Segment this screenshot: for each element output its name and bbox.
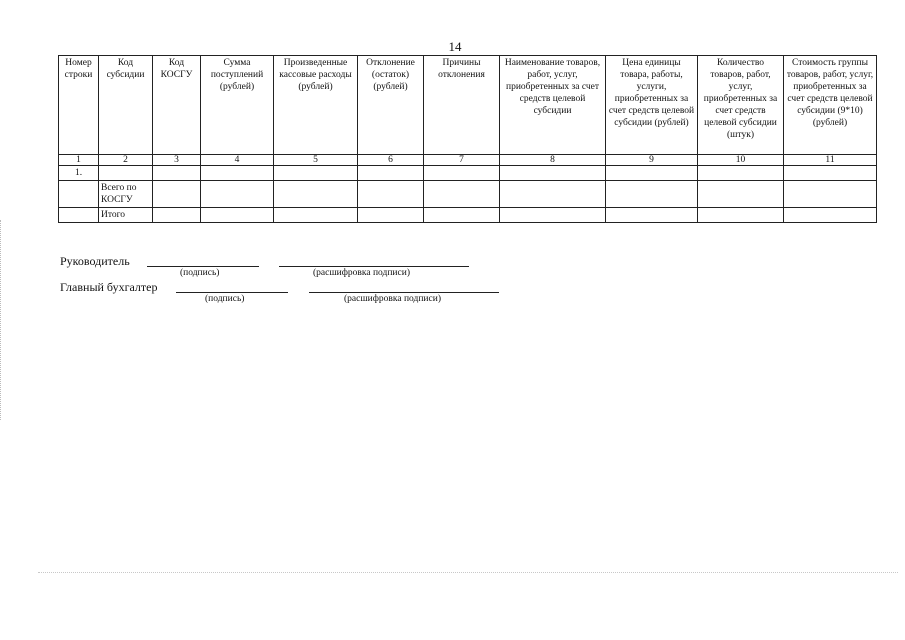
head-decoding-hint: (расшифровка подписи): [313, 268, 410, 278]
chief-accountant-label: Главный бухгалтер: [60, 280, 158, 294]
head-decoding-line: [279, 266, 469, 267]
table-cell: [153, 208, 201, 223]
page-number: 14: [448, 39, 462, 54]
column-number: 5: [274, 155, 358, 166]
row-label-cell: [99, 166, 153, 181]
column-header-deviation: Отклонение (остаток) (рублей): [358, 56, 424, 155]
column-number: 6: [358, 155, 424, 166]
head-signature-hint: (подпись): [180, 268, 220, 278]
row-label-cell: Итого: [99, 208, 153, 223]
chief-accountant-decoding-line: [309, 292, 499, 293]
table-cell: [500, 208, 606, 223]
table-cell: [784, 208, 877, 223]
table-cell: [358, 208, 424, 223]
column-header-deviation-reasons: Причины отклонения: [424, 56, 500, 155]
column-number: 7: [424, 155, 500, 166]
scan-noise-line: [38, 572, 898, 573]
row-label-cell: Всего по КОСГУ: [99, 181, 153, 208]
column-header-group-cost: Стоимость группы товаров, работ, услуг, приобретенных за счет средств целевой субсидии (9*10) (рублей): [784, 56, 877, 155]
column-header-cash-expenses: Произведенные кассовые расходы (рублей): [274, 56, 358, 155]
column-number: 9: [606, 155, 698, 166]
column-number: 3: [153, 155, 201, 166]
chief-accountant-decoding-hint: (расшифровка подписи): [344, 294, 441, 304]
table-cell: [698, 208, 784, 223]
table-row: [59, 208, 877, 223]
chief-accountant-signature-line: [176, 292, 288, 293]
table-cell: [274, 208, 358, 223]
table-cell: [606, 166, 698, 181]
table-cell: [201, 166, 274, 181]
table-cell: [358, 166, 424, 181]
table-cell: [784, 166, 877, 181]
head-label: Руководитель: [60, 254, 130, 268]
row-number-cell: [59, 208, 99, 223]
column-header-row-number: Номер строки: [59, 56, 99, 155]
table-cell: [606, 208, 698, 223]
table-cell: [500, 166, 606, 181]
table-cell: [274, 166, 358, 181]
column-number: 2: [99, 155, 153, 166]
table-row: [59, 181, 877, 208]
table-cell: [153, 166, 201, 181]
column-header-unit-price: Цена единицы товара, работы, услуги, приобретенных за счет средств целевой субсидии (рублей): [606, 56, 698, 155]
table-cell: [424, 181, 500, 208]
column-header-kosgu-code: Код КОСГУ: [153, 56, 201, 155]
column-header-subsidy-code: Код субсидии: [99, 56, 153, 155]
chief-accountant-signature-hint: (подпись): [205, 294, 245, 304]
table-cell: [424, 166, 500, 181]
scan-margin-mark: [0, 220, 1, 420]
row-number-cell: 1.: [59, 166, 99, 181]
column-number: 10: [698, 155, 784, 166]
table-cell: [698, 166, 784, 181]
table-cell: [274, 181, 358, 208]
table-cell: [201, 181, 274, 208]
table-cell: [698, 181, 784, 208]
row-number-cell: [59, 181, 99, 208]
head-signature-line: [147, 266, 259, 267]
table-cell: [358, 181, 424, 208]
column-number: 11: [784, 155, 877, 166]
table-cell: [500, 181, 606, 208]
column-number: 1: [59, 155, 99, 166]
column-header-quantity: Количество товаров, работ, услуг, приобретенных за счет средств целевой субсидии (штук): [698, 56, 784, 155]
subsidy-report-table: [58, 55, 877, 223]
column-number: 8: [500, 155, 606, 166]
table-cell: [424, 208, 500, 223]
table-cell: [153, 181, 201, 208]
table-cell: [784, 181, 877, 208]
column-number: 4: [201, 155, 274, 166]
column-header-goods-name: Наименование товаров, работ, услуг, приобретенных за счет средств целевой субсидии: [500, 56, 606, 155]
table-row: [59, 166, 877, 181]
table-cell: [606, 181, 698, 208]
table-cell: [201, 208, 274, 223]
column-header-receipts-sum: Сумма поступлений (рублей): [201, 56, 274, 155]
